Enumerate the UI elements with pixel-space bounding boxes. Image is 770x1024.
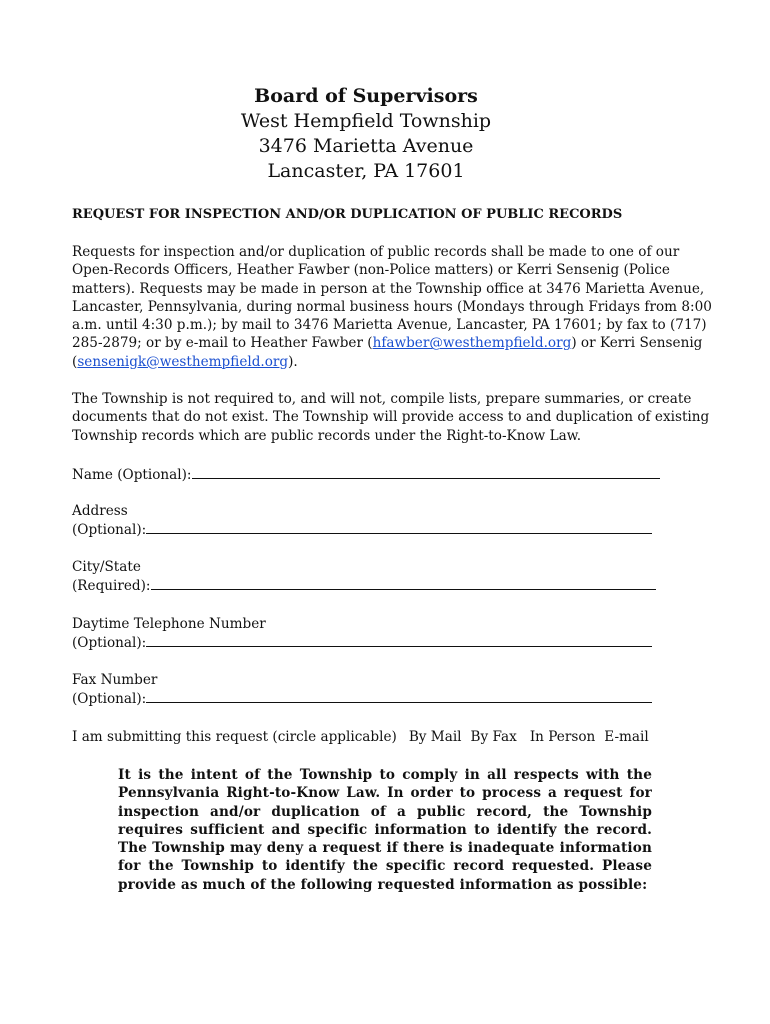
name-blank[interactable] [192,465,660,479]
option-in-person[interactable]: In Person [529,729,596,745]
email-link-fawber[interactable]: hfawber@westhempfield.org [372,335,572,352]
email-link-sensenig[interactable]: sensenigk@westhempfield.org [77,353,289,370]
name-label: Name (Optional): [72,467,192,483]
name-field [72,465,672,484]
fax-label: Fax Number [72,672,158,688]
township-name: West Hempfield Township [240,110,492,132]
fax-field [72,671,672,709]
address-blank[interactable] [146,520,652,534]
board-title: Board of Supervisors [254,85,478,107]
request-title: REQUEST FOR INSPECTION AND/OR DUPLICATION OF PUBLIC RECORDS [72,207,623,222]
option-by-fax[interactable]: By Fax [470,729,517,745]
phone-field [72,615,672,653]
city-state-zip: Lancaster, PA 17601 [267,160,465,182]
city-required-label: (Required): [72,578,151,595]
fax-blank[interactable] [146,689,652,703]
letterhead [0,84,732,184]
phone-optional-label: (Optional): [72,635,147,652]
address-optional-label: (Optional): [72,522,147,539]
phone-label: Daytime Telephone Number [72,616,266,632]
intro-text-between: ) or Kerri Sensenig ( [72,335,703,370]
phone-blank[interactable] [146,633,652,647]
fax-optional-label: (Optional): [72,691,147,708]
city-state-field [72,558,672,596]
intro-text: Requests for inspection and/or duplication of public records shall be made to one of our Open-Records Officers, Heather Fawber (non-Police matters) or Kerri Sensenig (Police matters). Requests may be made in person at the Township office at 3476 Marietta Avenue, Lancaster, Pennsylvania, during normal business hours (Mondays through Fridays from 8:00 a.m. until 4:30 p.m.); by mail to 3476 Marietta Avenue, Lancaster, PA 17601; by fax to (717) 285-2879; or by e-mail to Heather Fawber ( [72,244,712,352]
city-state-label: City/State [72,559,141,575]
intent-paragraph: It is the intent of the Township to comply in all respects with the Pennsylvania Right-to-Know Law. In order to process a request for inspection and/or duplication of a public record, the Township requires sufficient and specific information to identify the record. The Township may deny a request if there is inadequate information for the Township to identify the specific record requested. Please provide as much of the following requested information as possible: [118,767,652,893]
intro-text-end: ). [288,353,298,370]
street-address: 3476 Marietta Avenue [258,135,474,157]
address-label: Address [72,503,128,519]
address-field [72,502,672,540]
submission-label: I am submitting this request (circle applicable) [72,729,397,745]
intro-paragraph [72,243,712,371]
notice-paragraph: The Township is not required to, and will not, compile lists, prepare summaries, or create documents that do not exist. The Township will provide access to and duplication of existing Township records which are public records under the Right-to-Know Law. [72,391,710,444]
city-state-blank[interactable] [151,576,656,590]
option-email[interactable]: E-mail [604,729,649,745]
submission-method [72,728,658,746]
option-by-mail[interactable]: By Mail [408,729,462,745]
